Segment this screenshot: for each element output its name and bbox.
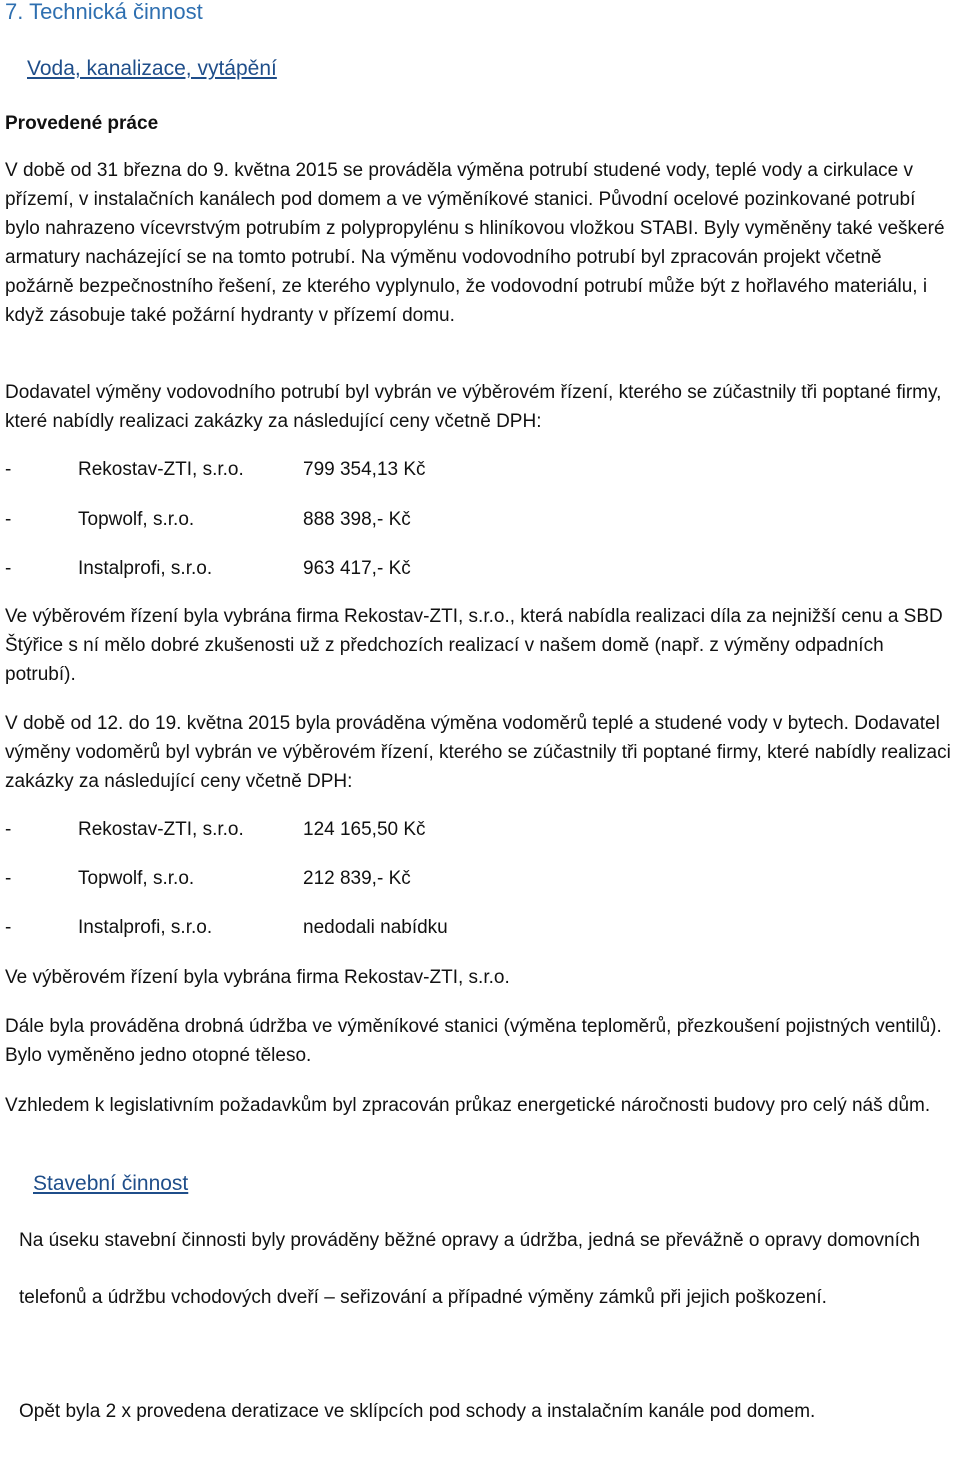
section-title: 7. Technická činnost xyxy=(5,0,203,24)
bid-row xyxy=(5,555,705,583)
bid-dash: - xyxy=(5,509,12,530)
bid-row xyxy=(5,865,705,893)
bid-firm: Instalprofi, s.r.o. xyxy=(78,558,213,579)
bid-firm: Instalprofi, s.r.o. xyxy=(78,917,213,938)
bid-price: 963 417,- Kč xyxy=(303,558,411,579)
paragraph-pipe-tender: Dodavatel výměny vodovodního potrubí byl vybrán ve výběrovém řízení, kterého se zúčastnily tři poptané firmy, které nabídly realizaci zakázky za následující ceny včetně DPH: xyxy=(5,382,942,432)
bid-firm: Topwolf, s.r.o. xyxy=(78,509,195,530)
bid-firm: Rekostav-ZTI, s.r.o. xyxy=(78,819,244,840)
paragraph-energy-certificate: Vzhledem k legislativním požadavkům byl zpracován průkaz energetické náročnosti budovy pro celý náš dům. xyxy=(5,1095,931,1116)
bid-dash: - xyxy=(5,917,12,938)
paragraph-pipe-selection: Ve výběrovém řízení byla vybrána firma Rekostav-ZTI, s.r.o., která nabídla realizaci díla za nejnižší cenu a SBD Štýřice s ní mělo dobré zkušenosti už z předchozích realizací v našem domě (např. z výměny odpadních potrubí). xyxy=(5,606,943,685)
paragraph-pipe-replacement: V době od 31 března do 9. května 2015 se prováděla výměna potrubí studené vody, teplé vody a cirkulace v přízemí, v instalačních kanálech pod domem a ve výměníkové stanici. Původní ocelové pozinkované potrubí bylo nahrazeno vícevrstvým potrubím z polypropylénu s hliníkovou vložkou STABI. Byly vyměněny také veškeré armatury nacházející se na tomto potrubí. Na výměnu vodovodního potrubí byl zpracován projekt včetně požárně bezpečnostního řešení, ze kterého vyplynulo, že vodovodní potrubí může být z hořlavého materiálu, i když zásobuje také požární hydranty v přízemí domu. xyxy=(5,160,945,326)
bid-row xyxy=(5,456,705,484)
bid-row xyxy=(5,914,705,942)
paragraph-meter-selection: Ve výběrovém řízení byla vybrána firma Rekostav-ZTI, s.r.o. xyxy=(5,967,510,988)
bid-firm: Topwolf, s.r.o. xyxy=(78,868,195,889)
bid-firm: Rekostav-ZTI, s.r.o. xyxy=(78,459,244,480)
bid-dash: - xyxy=(5,819,12,840)
subsection-heading-building: Stavební činnost xyxy=(33,1172,189,1195)
bid-dash: - xyxy=(5,558,12,579)
bid-price: 212 839,- Kč xyxy=(303,868,411,889)
paragraph-building-repairs: Na úseku stavební činnosti byly prováděny běžné opravy a údržba, jedná se převážně o opravy domovních telefonů a údržbu vchodových dveří – seřizování a případné výměny zámků při jejich poškození. xyxy=(19,1230,920,1308)
paragraph-maintenance: Dále byla prováděna drobná údržba ve výměníkové stanici (výměna teploměrů, přezkoušení pojistných ventilů). Bylo vyměněno jedno otopné těleso. xyxy=(5,1016,942,1066)
bid-row xyxy=(5,816,705,844)
paragraph-meter-replacement: V době od 12. do 19. května 2015 byla prováděna výměna vodoměrů teplé a studené vody v bytech. Dodavatel výměny vodoměrů byl vybrán ve výběrovém řízení, kterého se zúčastnily tři poptané firmy, které nabídly realizaci zakázky za následující ceny včetně DPH: xyxy=(5,713,951,792)
bid-row xyxy=(5,506,705,534)
paragraph-deratization: Opět byla 2 x provedena deratizace ve sklípcích pod schody a instalačním kanále pod domem. xyxy=(19,1401,816,1422)
bid-dash: - xyxy=(5,868,12,889)
bid-price: 799 354,13 Kč xyxy=(303,459,426,480)
bid-price: nedodali nabídku xyxy=(303,917,448,938)
bid-price: 888 398,- Kč xyxy=(303,509,411,530)
performed-works-heading: Provedené práce xyxy=(5,113,159,134)
bid-dash: - xyxy=(5,459,12,480)
bid-price: 124 165,50 Kč xyxy=(303,819,426,840)
subsection-heading-water: Voda, kanalizace, vytápění xyxy=(27,57,277,80)
